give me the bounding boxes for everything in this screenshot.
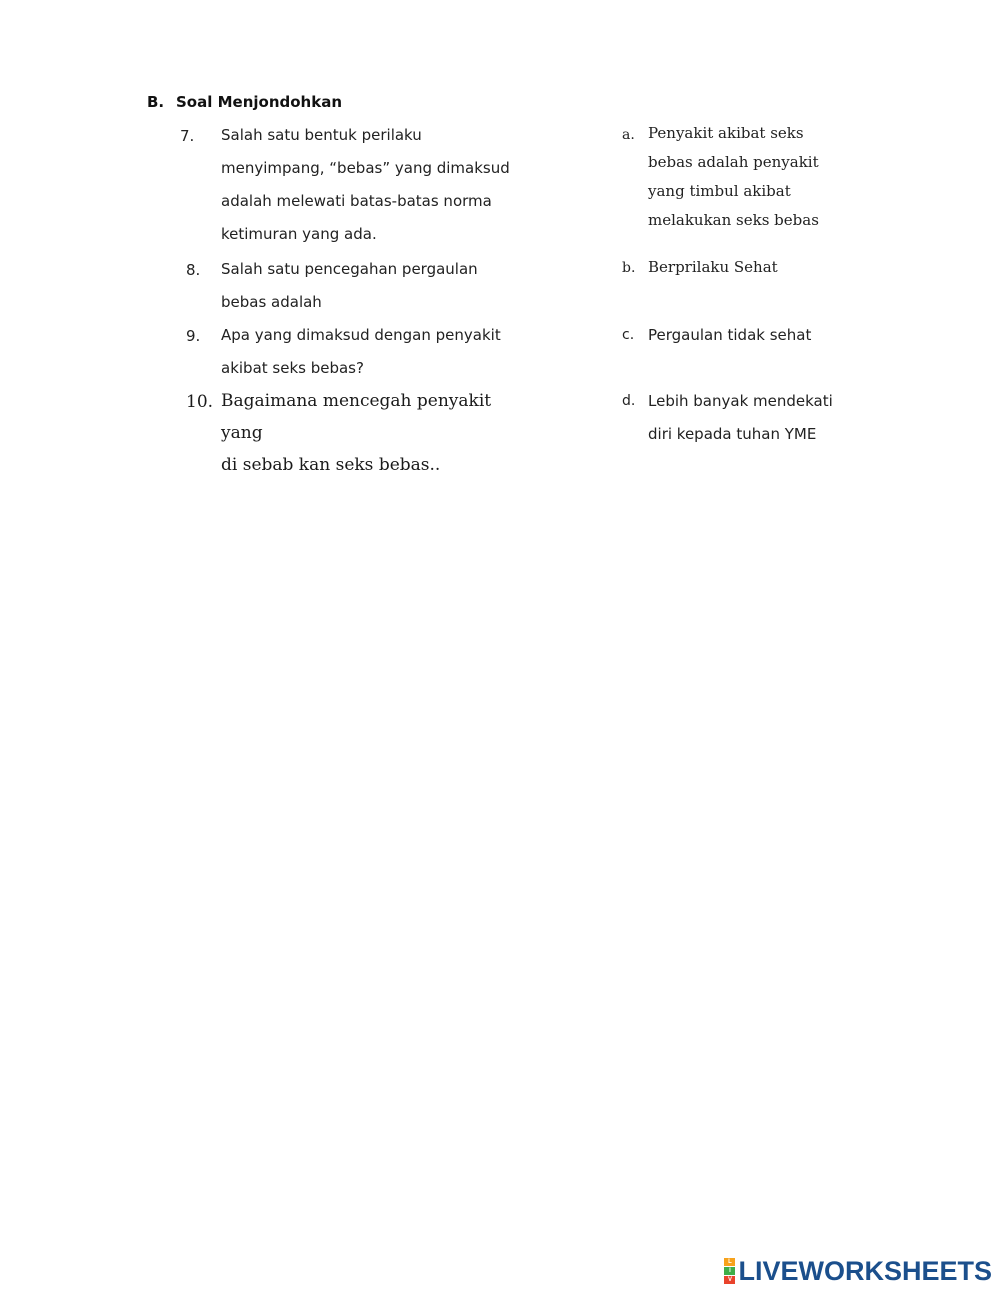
answer-letter: a. — [622, 127, 635, 143]
answer-text: Berprilaku Sehat — [648, 258, 778, 276]
answer-text: Pergaulan tidak sehat — [648, 326, 812, 344]
question-number: 10. — [186, 392, 214, 412]
logo-mark-letter: L — [724, 1258, 735, 1266]
section-heading — [147, 93, 342, 111]
answer-text: Lebih banyak mendekati diri kepada tuhan YME — [648, 392, 833, 443]
question-number: 7. — [180, 127, 195, 145]
logo-text: LIVEWORKSHEETS — [738, 1255, 992, 1286]
question-number: 8. — [186, 261, 201, 279]
question-text: Apa yang dimaksud dengan penyakit akibat seks bebas? — [221, 326, 501, 377]
logo-mark-icon — [724, 1258, 735, 1284]
logo-mark-letter: I — [724, 1267, 735, 1275]
section-letter: B. — [147, 93, 165, 111]
logo-mark-letter: V — [724, 1276, 735, 1284]
answer-letter: d. — [622, 393, 636, 409]
question-text: Salah satu pencegahan pergaulan bebas adalah — [221, 260, 478, 311]
question-text: Salah satu bentuk perilaku menyimpang, “bebas” yang dimaksud adalah melewati batas-batas norma ketimuran yang ada. — [221, 126, 510, 243]
answer-letter: b. — [622, 260, 636, 276]
question-number: 9. — [186, 327, 201, 345]
question-text: Bagaimana mencegah penyakit yang di sebab kan seks bebas.. — [221, 391, 492, 475]
liveworksheets-logo — [724, 1256, 992, 1286]
answer-letter: c. — [622, 327, 635, 343]
section-title: Soal Menjondohkan — [176, 93, 342, 111]
answer-text: Penyakit akibat seks bebas adalah penyakit yang timbul akibat melakukan seks bebas — [648, 124, 819, 229]
